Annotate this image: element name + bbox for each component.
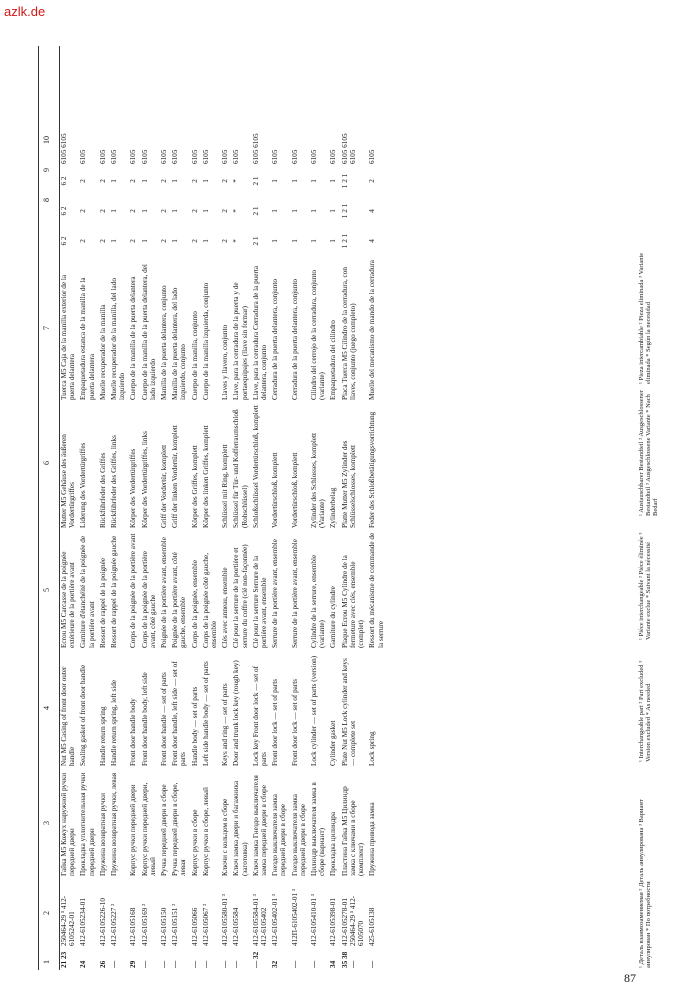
table-cell: Muelle recuperador de la manilla — [98, 304, 107, 400]
table-cell: Ключи с кольцом в сборе — [221, 798, 230, 876]
table-cell: 1 2 1 — [340, 203, 349, 219]
table-cell: 1 — [140, 179, 149, 183]
table-cell: Serrure de la portière avant, ensemble — [271, 539, 280, 648]
table-cell: Front door handle body, left side — [140, 672, 149, 766]
footnotes — [638, 46, 659, 970]
table-cell: 32 — [271, 960, 280, 968]
col-header-3: 3 — [42, 821, 51, 825]
table-row — [341, 46, 366, 970]
table-cell: 412-6105169 ² — [140, 903, 149, 946]
table-cell: * — [232, 209, 241, 213]
table-cell: 24 — [79, 960, 88, 968]
table-cell: 2 — [129, 209, 138, 213]
table-cell: Griff der linken Vordertür, komplett — [171, 425, 180, 528]
rotated-parts-table — [38, 46, 668, 970]
table-cell: 4 — [368, 239, 377, 243]
table-cell: 412-6105168 — [129, 907, 138, 946]
table-cell: 1 — [201, 239, 210, 243]
table-row — [221, 46, 229, 970]
table-cell: Rückführfeder des Griffes — [98, 452, 107, 528]
table-cell: — — [232, 960, 241, 968]
table-cell: — — [368, 960, 377, 968]
table-cell: Clé pour la serrure Serrure de la portière avant, ensemble — [251, 555, 269, 648]
table-cell: 2 — [190, 239, 199, 243]
table-cell: Гнездо выключателя замка передней двери в сборе — [271, 794, 288, 876]
table-cell: 6105 — [310, 149, 319, 164]
table-row — [191, 46, 199, 970]
table-row — [60, 46, 76, 970]
table-cell: 1 — [201, 179, 210, 183]
footnote-ru: ¹ Деталь взаимозаменяемая ² Деталь аннулирована ³ Вариант аннулирован * По потребности — [638, 799, 652, 968]
table-cell: 2 — [98, 209, 107, 213]
table-cell: Пружина привода замка — [368, 802, 377, 876]
table-cell: Cuerpo de la manilla, conjunto — [190, 311, 199, 400]
table-cell: Cuerpo de la manilla de la puerta delantera, del lado izquierdo — [140, 264, 157, 400]
footnote-de: ¹ Austauschbarer Bestandteil ² Ausgeschlossener Bestandteil ³ Ausgeschlossene Variante * Nach Bedarf — [638, 390, 659, 516]
table-cell: Front door handle, left side — set of parts — [171, 661, 188, 766]
table-cell: 2 — [160, 239, 169, 243]
col-header-1: 1 — [42, 960, 51, 964]
table-cell: Körper des linken Griffes, komplett — [201, 425, 210, 528]
table-cell: 2 1 — [251, 206, 260, 216]
table-cell: 412-6105410-01 ³ — [310, 894, 319, 946]
col-header-7: 7 — [42, 326, 51, 330]
table-cell: 1 — [201, 209, 210, 213]
table-cell: 2 — [190, 209, 199, 213]
page-number: 87 — [624, 971, 636, 985]
table-cell: Plaque Ecrou M5 Cylindre de la fermeture avec clés, ensemble (complet) — [340, 555, 366, 648]
table-row — [99, 46, 107, 970]
table-cell: 6105 6105 — [251, 133, 260, 164]
table-cell: — — [171, 960, 180, 968]
table-cell: Ressort de rappel de la poignée gauche — [110, 535, 119, 648]
table-cell: 6 2 — [60, 176, 68, 186]
table-cell: Corps de la poignée de la portière avant, côté gauche — [140, 551, 157, 648]
table-cell: 6105 — [290, 149, 299, 164]
table-row — [141, 46, 157, 970]
table-cell: Front door handle body — [129, 698, 138, 766]
col-header-9: 9 — [42, 168, 51, 172]
footnote-fr: ¹ Pièce interchangeable ² Pièce éliminée ³ Variante exclue * Suivant la nécessité — [638, 532, 652, 640]
table-cell: 1 — [171, 209, 180, 213]
table-cell: Platte Mutter M5 Zylinder des Schlüsselschlosses, komplett — [340, 440, 357, 528]
table-cell: 425-6105138 — [368, 907, 377, 946]
table-cell: Empaquetadura del cilindro — [329, 320, 338, 400]
table-cell: 1 — [110, 239, 119, 243]
table-cell: Cuerpo de la manilla izquierda, conjunto — [201, 282, 210, 400]
table-row — [310, 46, 326, 970]
table-cell: 412-6105066 — [190, 907, 199, 946]
table-cell: Serrure de la portière avant, ensemble — [290, 539, 299, 648]
table-cell: 412-6105580-01 ³ — [221, 894, 230, 946]
table-cell: 1 2 1 — [340, 173, 349, 189]
table-cell: Ручка передней двери в сборе, левая — [171, 782, 188, 876]
table-cell: Schlüssel mit Ring, komplett — [221, 444, 230, 528]
table-cell: Manilla de la puerta delantera, conjunto — [160, 285, 169, 400]
table-cell: 1 2 1 — [340, 233, 349, 249]
table-row — [271, 46, 287, 970]
table-row — [329, 46, 337, 970]
table-cell: 1 — [110, 209, 119, 213]
table-cell: Ressort de rappel de la poignée — [98, 557, 107, 648]
table-cell: * — [232, 239, 241, 243]
table-cell: 35 38 — — [340, 951, 357, 968]
table-body — [60, 46, 388, 970]
table-cell: Door and trunk lock key (rough key) — [232, 660, 241, 766]
table-row — [291, 46, 307, 970]
table-cell: 2 1 — [251, 176, 260, 186]
table-cell: 6105 — [98, 149, 107, 164]
table-cell: Ключ замка двери и багажника (заготовка) — [232, 780, 249, 876]
table-cell: 250464-29 ¹ 412-6105242-01 — [60, 895, 77, 946]
table-cell: Muelle del mecanismo de mando de la cerradura — [368, 260, 377, 400]
table-cell: 6105 — [110, 149, 119, 164]
table-row — [160, 46, 168, 970]
table-cell: Mutter M5 Gehäuse des äußeren Vordertürgriffes — [60, 434, 77, 528]
table-cell: 6105 — [140, 149, 149, 164]
table-cell: Rückführfeder des Griffes, links — [110, 435, 119, 528]
table-cell: Handle body — set of parts — [190, 686, 199, 766]
table-cell: 1 — [290, 239, 299, 243]
table-cell: Llave, para la cerradura de la puerta y de portaequipajes (llave sin formar) — [232, 282, 249, 400]
table-cell: Ключ замка Гнездо выключателя замка передней двери в сборе — [251, 775, 269, 876]
table-cell: Tuerca M5 Caja de la manilla exterior de la puerta delantera — [60, 274, 77, 400]
table-cell: Sealing gasket of front door handle — [79, 664, 88, 766]
table-cell: 2 — [79, 239, 88, 243]
table-cell: 1 — [329, 239, 338, 243]
table-cell: 1 — [290, 209, 299, 213]
table-cell: — — [140, 960, 149, 968]
table-cell: Vordertürschloß, komplett — [271, 452, 280, 528]
table-cell: 6105 6105 6105 — [340, 133, 357, 164]
table-cell: 412-6105226-10 — [98, 898, 107, 946]
table-cell: Ручка передней двери в сборе — [160, 784, 169, 876]
table-cell: 6105 — [201, 149, 210, 164]
table-cell: 6105 — [329, 149, 338, 164]
table-cell: Пружина возвратная ручки — [98, 793, 107, 876]
table-cell: 2 — [190, 179, 199, 183]
table-cell: Cylinder gasket — [329, 720, 338, 766]
table-row — [368, 46, 384, 970]
footnote-en: ¹ Interchangeable part ² Part excluded ³ Version excluded * As needed — [638, 660, 652, 762]
table-cell: 1 — [310, 239, 319, 243]
table-cell: Llaves y llavero, conjunto — [221, 324, 230, 400]
table-cell: Cerradura de la puerta delantera, conjunto — [271, 279, 280, 400]
table-cell: 2 — [221, 179, 230, 183]
table-cell: 6105 — [368, 149, 377, 164]
table-cell: 6 2 — [60, 236, 68, 246]
footnote-es: ¹ Pieza intercambiable ² Pieza eliminada ³ Variante eliminada * Según la necesidad — [638, 252, 652, 384]
table-cell: Corps de la poignée côté gauche, ensemble — [201, 553, 219, 648]
table-cell: 6105 — [79, 149, 88, 164]
table-cell: 412-6105584-01 ³ 412-6105402 — [251, 894, 269, 946]
table-cell: 2 — [160, 209, 169, 213]
table-cell: Cylindre de la serrure, ensemble (variante) — [310, 554, 327, 648]
watermark: azlk.de — [4, 4, 46, 19]
table-cell: Пластина Гайка М5 Цилиндр замка с ключами в сборе (комплект) — [340, 786, 366, 876]
table-cell: Clés avec anneau, ensemble — [221, 567, 230, 648]
table-cell: Гайка М5 Кожух наружной ручки передней двери — [60, 772, 77, 876]
table-cell: Liderung des Vordertürgriffes — [79, 442, 88, 528]
table-cell: — — [290, 960, 299, 968]
table-cell: 412-6105150 — [160, 907, 169, 946]
table-cell: Körper des Vordertürgriffes — [129, 448, 138, 528]
table-cell: 1 — [329, 179, 338, 183]
table-cell: Front door lock — set of parts — [290, 678, 299, 766]
table-cell: Empaquetadura estanca de la manilla de la puerta delantera — [79, 277, 96, 400]
table-cell: Nut M5 Casing of front door outer handle — [60, 666, 77, 766]
table-cell: Cerradura de la puerta delantera, conjunto — [290, 279, 299, 400]
table-cell: Garniture du cylindre — [329, 586, 338, 648]
table-cell: Корпус ручки передней двери — [129, 784, 138, 876]
table-cell: Manilla de la puerta delantera, del lado izquierdo, conjunto — [171, 287, 188, 400]
table-cell: — 32 — [251, 951, 260, 968]
col-header-8: 8 — [42, 198, 51, 202]
table-cell: 1 — [310, 179, 319, 183]
table-cell: 2 — [160, 179, 169, 183]
table-cell: — — [160, 960, 169, 968]
table-cell: — — [221, 960, 230, 968]
table-cell: 6105 — [190, 149, 199, 164]
table-cell: Zylinderbelag — [329, 487, 338, 528]
table-cell: 2 — [221, 239, 230, 243]
table-cell: Corps de la poignée, ensemble — [190, 559, 199, 648]
table-cell: Poignée de la portière avant, ensemble — [160, 537, 169, 648]
table-cell: 412-6105151 ² — [171, 903, 180, 946]
table-cell: Пружина возвратная ручки, левая — [110, 772, 119, 876]
table-cell: Schlüssel für Tür- und Kofferraumschloß (Rohschlüssel) — [232, 409, 249, 528]
table-cell: 1 — [171, 179, 180, 183]
table-cell: 2 — [79, 209, 88, 213]
table-cell: 1 — [329, 209, 338, 213]
table-cell: Lock cylinder — set of parts (version) — [310, 655, 319, 766]
table-cell: Left side handle body — set of parts — [201, 661, 210, 766]
table-cell: 1 — [290, 179, 299, 183]
table-cell: Корпус ручки в сборе, левый — [201, 787, 210, 876]
table-cell: Front door handle — set of parts — [160, 672, 169, 766]
table-cell: Körper des Vordertürgriffes, links — [140, 431, 149, 528]
table-cell: 6105 — [221, 149, 230, 164]
table-cell: 412-6105067 ² — [201, 903, 210, 946]
col-header-10: 10 — [42, 136, 51, 144]
table-cell: Vordertürschloß, komplett — [290, 452, 299, 528]
col-header-4: 4 — [42, 706, 51, 710]
table-cell: 412-6105227 ² — [110, 903, 119, 946]
col-header-5: 5 — [42, 588, 51, 592]
table-cell: 6105 — [232, 149, 241, 164]
table-cell: Ressort du mécanisme de commande de la serrure — [368, 532, 385, 648]
table-cell: 2 — [368, 179, 377, 183]
table-cell: Прокладка уплотнительная ручки передней двери — [79, 772, 96, 876]
table-cell: 2 — [221, 209, 230, 213]
table-cell: 412-6105234-01 — [79, 898, 88, 946]
table-cell: 2 — [129, 239, 138, 243]
table-cell: Цилиндр выключателя замка в сборе (вариант) — [310, 782, 327, 876]
table-cell: 1 — [310, 209, 319, 213]
table-cell: Llave, para la cerradura Cerradura de la puerta delantera, conjunto — [251, 265, 269, 400]
table-cell: Garniture d'étanchéité de la poignée de la portière avant — [79, 535, 96, 648]
table-cell: 34 — [329, 960, 338, 968]
table-cell: Griff der Vordertür, komplett — [160, 444, 169, 528]
table-cell: 1 — [110, 179, 119, 183]
table-cell: — — [310, 960, 319, 968]
table-cell: 6105 6105 — [60, 133, 68, 164]
table-cell: Lock spring — [368, 731, 377, 766]
table-cell: Lock key Front door lock — set of parts — [251, 665, 269, 766]
table-cell: Cilindro del cerrojo de la cerradura, conjunto (variante) — [310, 270, 327, 400]
table-cell: 6105 — [271, 149, 280, 164]
table-cell: Körper des Griffes, komplett — [190, 445, 199, 528]
table-cell: 2 — [129, 179, 138, 183]
table-cell: Placa Tuerca M5 Cilindro de la cerradura, con llaves, conjunto (juego completo) — [340, 267, 357, 400]
table-cell: 6105 — [171, 149, 180, 164]
table-cell: Handle return spring — [98, 706, 107, 766]
table-row — [202, 46, 218, 970]
table-row — [129, 46, 137, 970]
table-cell: Корпус ручки в сборе — [190, 809, 199, 876]
table-row — [252, 46, 268, 970]
table-cell: Гнездо выключателя замка передней двери в сборе — [290, 794, 307, 876]
table-cell: 2 — [98, 179, 107, 183]
table-cell: 6105 — [160, 149, 169, 164]
table-cell: — — [190, 960, 199, 968]
table-cell: Прокладка цилиндра — [329, 811, 338, 876]
table-cell: Zylinder des Schlosses, komplett (Variante) — [310, 432, 327, 528]
table-cell: 29 — [129, 960, 138, 968]
table-cell: Ecrou M5 Carcasse de la poignée extérieure de la portière avant — [60, 551, 77, 648]
table-cell: 21 23 — [60, 951, 68, 968]
table-cell: Schloßschlüssel Vordertürschloß, komplett — [251, 405, 260, 528]
table-cell: 2 — [79, 179, 88, 183]
table-row — [110, 46, 126, 970]
table-cell: Muelle recuperador de la manilla, del lado izquierdo — [110, 278, 127, 400]
table-cell: — — [201, 960, 210, 968]
table-cell: Keys and ring — set of parts — [221, 683, 230, 766]
table-cell: 1 — [140, 209, 149, 213]
table-cell: 1 — [271, 239, 280, 243]
table-cell: 412-6105584 — [232, 907, 241, 946]
table-cell: 2 — [98, 239, 107, 243]
table-cell: 412-6105278-01 250464-29 ¹ 412-6105070 — [340, 895, 366, 946]
table-cell: Feder des Schloßbetätigungsvorrichtung — [368, 411, 377, 528]
table-cell: Clé pour la serrure de la portière et serrure du coffre (clé non-façonnée) — [232, 544, 249, 648]
table-cell: — — [110, 960, 119, 968]
table-cell: 412-6105402-01 ³ — [271, 894, 280, 946]
table-cell: Handle return spring, left side — [110, 679, 119, 766]
table-cell: 2 1 — [251, 236, 260, 246]
table-cell: 26 — [98, 960, 107, 968]
table-row — [171, 46, 187, 970]
table-cell: Front door lock — set of parts — [271, 678, 280, 766]
table-cell: Cuerpo de la manilla de la puerta delantera — [129, 276, 138, 400]
table-cell: 1 — [271, 179, 280, 183]
col-header-6: 6 — [42, 461, 51, 465]
table-cell: Корпус ручки передней двери, левый — [140, 782, 157, 876]
table-cell: Corps de la poignée de la portière avant — [129, 533, 138, 648]
table-cell: 1 — [171, 239, 180, 243]
table-cell: 412П-6105402-01 ³ — [290, 888, 299, 946]
table-cell: 412-6105398-01 — [329, 898, 338, 946]
table-cell: 4 — [368, 209, 377, 213]
table-cell: 6105 — [129, 149, 138, 164]
table-cell: 1 — [140, 239, 149, 243]
table-row — [232, 46, 248, 970]
table-cell: Poignée de la portière avant, côté gauche, ensemble — [171, 552, 188, 648]
table-cell: * — [232, 179, 241, 183]
table-row — [79, 46, 95, 970]
table-cell: Plate Nut M5 Lock cylinder and keys — complete set — [340, 658, 357, 766]
table-cell: 1 — [271, 209, 280, 213]
col-header-2: 2 — [42, 911, 51, 915]
table-cell: 6 2 — [60, 206, 68, 216]
table-header — [38, 46, 60, 970]
